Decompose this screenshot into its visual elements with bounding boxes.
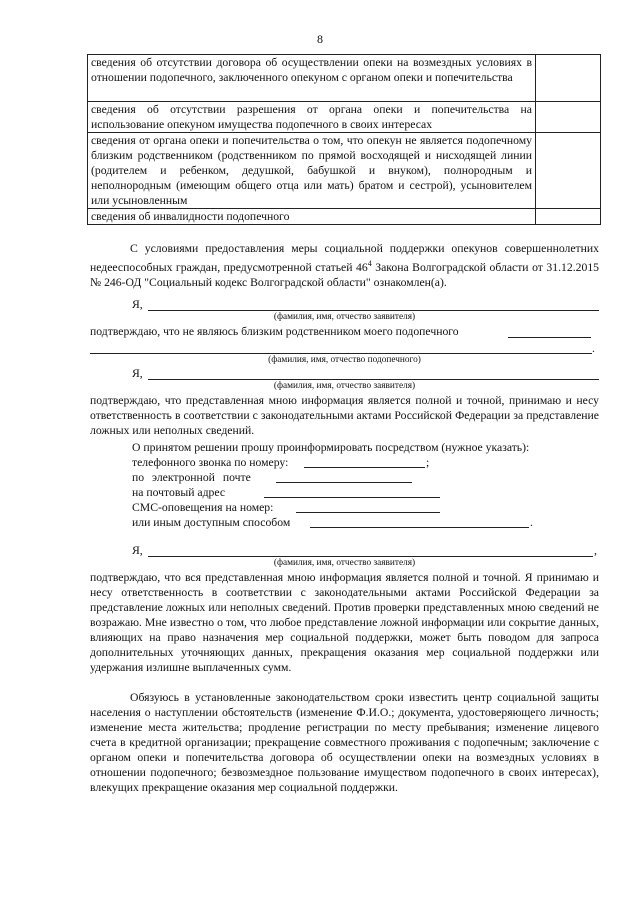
applicant-name-line-2[interactable] (148, 379, 599, 380)
table-row (88, 55, 601, 102)
table-cell-text: сведения об отсутствии договора об осуществлении опеки на возмездных условиях в отношении подопечного, заключенного опекуном с органом опеки и попечительства (88, 55, 536, 102)
notify-sms-field[interactable] (296, 512, 440, 513)
phone-semicolon: ; (426, 456, 430, 469)
applicant-name-caption-1: (фамилия, имя, отчество заявителя) (273, 312, 416, 322)
ward-name-line-a[interactable] (508, 337, 591, 338)
other-period: . (530, 516, 533, 529)
table-cell-mark[interactable] (536, 133, 601, 209)
acquaint-text-after: Закона Волгоградской области от 31.12.2015 № 246-ОД "Социальный кодекс Волгоградской области" ознакомлен(а). (90, 260, 600, 289)
table-cell-mark[interactable] (536, 102, 601, 133)
notify-post-field[interactable] (264, 497, 440, 498)
ya-label-1: Я, (132, 298, 143, 311)
table-row (88, 102, 601, 133)
notify-email-label: по электронной почте (132, 471, 251, 484)
table-cell-mark[interactable] (536, 55, 601, 102)
table-cell-mark[interactable] (536, 209, 601, 225)
ya-label-3: Я, (132, 544, 143, 557)
applicant-name-caption-3: (фамилия, имя, отчество заявителя) (273, 558, 416, 568)
notify-other-field[interactable] (310, 527, 529, 528)
acquaint-paragraph (90, 241, 599, 290)
notify-sms-label: СМС-оповещения на номер: (132, 501, 274, 514)
notify-post-label: на почтовый адрес (132, 486, 226, 499)
table-cell-text: сведения об отсутствии разрешения от органа опеки и попечительства на использование опекуном имущества подопечного в своих интересах (88, 102, 536, 133)
table-row (88, 209, 601, 225)
applicant-name-caption-2: (фамилия, имя, отчество заявителя) (273, 381, 416, 391)
article-superscript: 4 (367, 259, 372, 268)
applicant-name-line-1[interactable] (148, 310, 599, 311)
obligation-paragraph: Обязуюсь в установленные законодательством сроки известить центр социальной защиты населения о наступлении обстоятельств (изменение Ф.И.О.; документа, удостоверяющего личность; изменение места жительства; продление регистрации по месту пребывания; изменение лицевого счета в кредитной организации; прекращение совместного проживания с подопечным; заключение с органом опеки и попечительства договора об осуществлении опеки на возмездных условиях в отношении подопечного; безвозмездное пользование имуществом подопечного в своих интересах), влекущих прекращение оказания мер социальной поддержки. (90, 691, 599, 794)
table-row (88, 133, 601, 209)
confirm-paragraph-1: подтверждаю, что представленная мною информация является полной и точной, принимаю и несу ответственность в соответствии с законодательными актами Российской Федерации за представление ложных или неполных сведений. (90, 394, 599, 437)
notify-email-field[interactable] (276, 482, 412, 483)
ward-line-dot: . (592, 342, 595, 355)
page-number: 8 (317, 32, 323, 46)
applicant-name-line-3[interactable] (148, 556, 593, 557)
table-cell-text: сведения об инвалидности подопечного (88, 209, 536, 225)
ward-name-line-b[interactable] (90, 353, 592, 354)
ya-3-comma: , (594, 544, 597, 557)
table-cell-text: сведения от органа опеки и попечительства о том, что опекун не является подопечному близким родственником (родственником по прямой восходящей и нисходящей линии (родителем и ребенком, дедушкой, бабушкой и внуком), полнородным и неполнородным (имеющим общего отца или мать) братом и сестрой), усыновителем или усыновленным (88, 133, 536, 209)
confirm-paragraph-2: подтверждаю, что вся представленная мною информация является полной и точной. Я принимаю и несу ответственность в соответствии с законодательными актами Российской Федерации за представление ложных или неполных сведений. Против проверки представленных мною сведений не возражаю. Мне известно о том, что любое представление ложной информации или сокрытие данных, влияющих на право назначения мер социальной поддержки, может быть поводом для запроса дополнительных уточняющих данных, прекращения оказания мер социальной поддержки или удержания излишне выплаченных сумм. (90, 571, 599, 674)
ward-name-caption: (фамилия, имя, отчество подопечного) (268, 355, 421, 365)
notify-phone-field[interactable] (304, 467, 425, 468)
acquaint-text-before: С условиями предоставления меры социальной поддержки опекунов совершеннолетних недееспособных граждан, предусмотренной статьей 46 (90, 242, 599, 274)
ya-label-2: Я, (132, 367, 143, 380)
notify-intro: О принятом решении прошу проинформировать посредством (нужное указать): (132, 441, 530, 454)
not-relative-text: подтверждаю, что не являюсь близким родственником моего подопечного (90, 325, 459, 338)
documents-table (87, 54, 601, 225)
notify-phone-label: телефонного звонка по номеру: (132, 456, 289, 469)
notify-other-label: или иным доступным способом (132, 516, 291, 529)
